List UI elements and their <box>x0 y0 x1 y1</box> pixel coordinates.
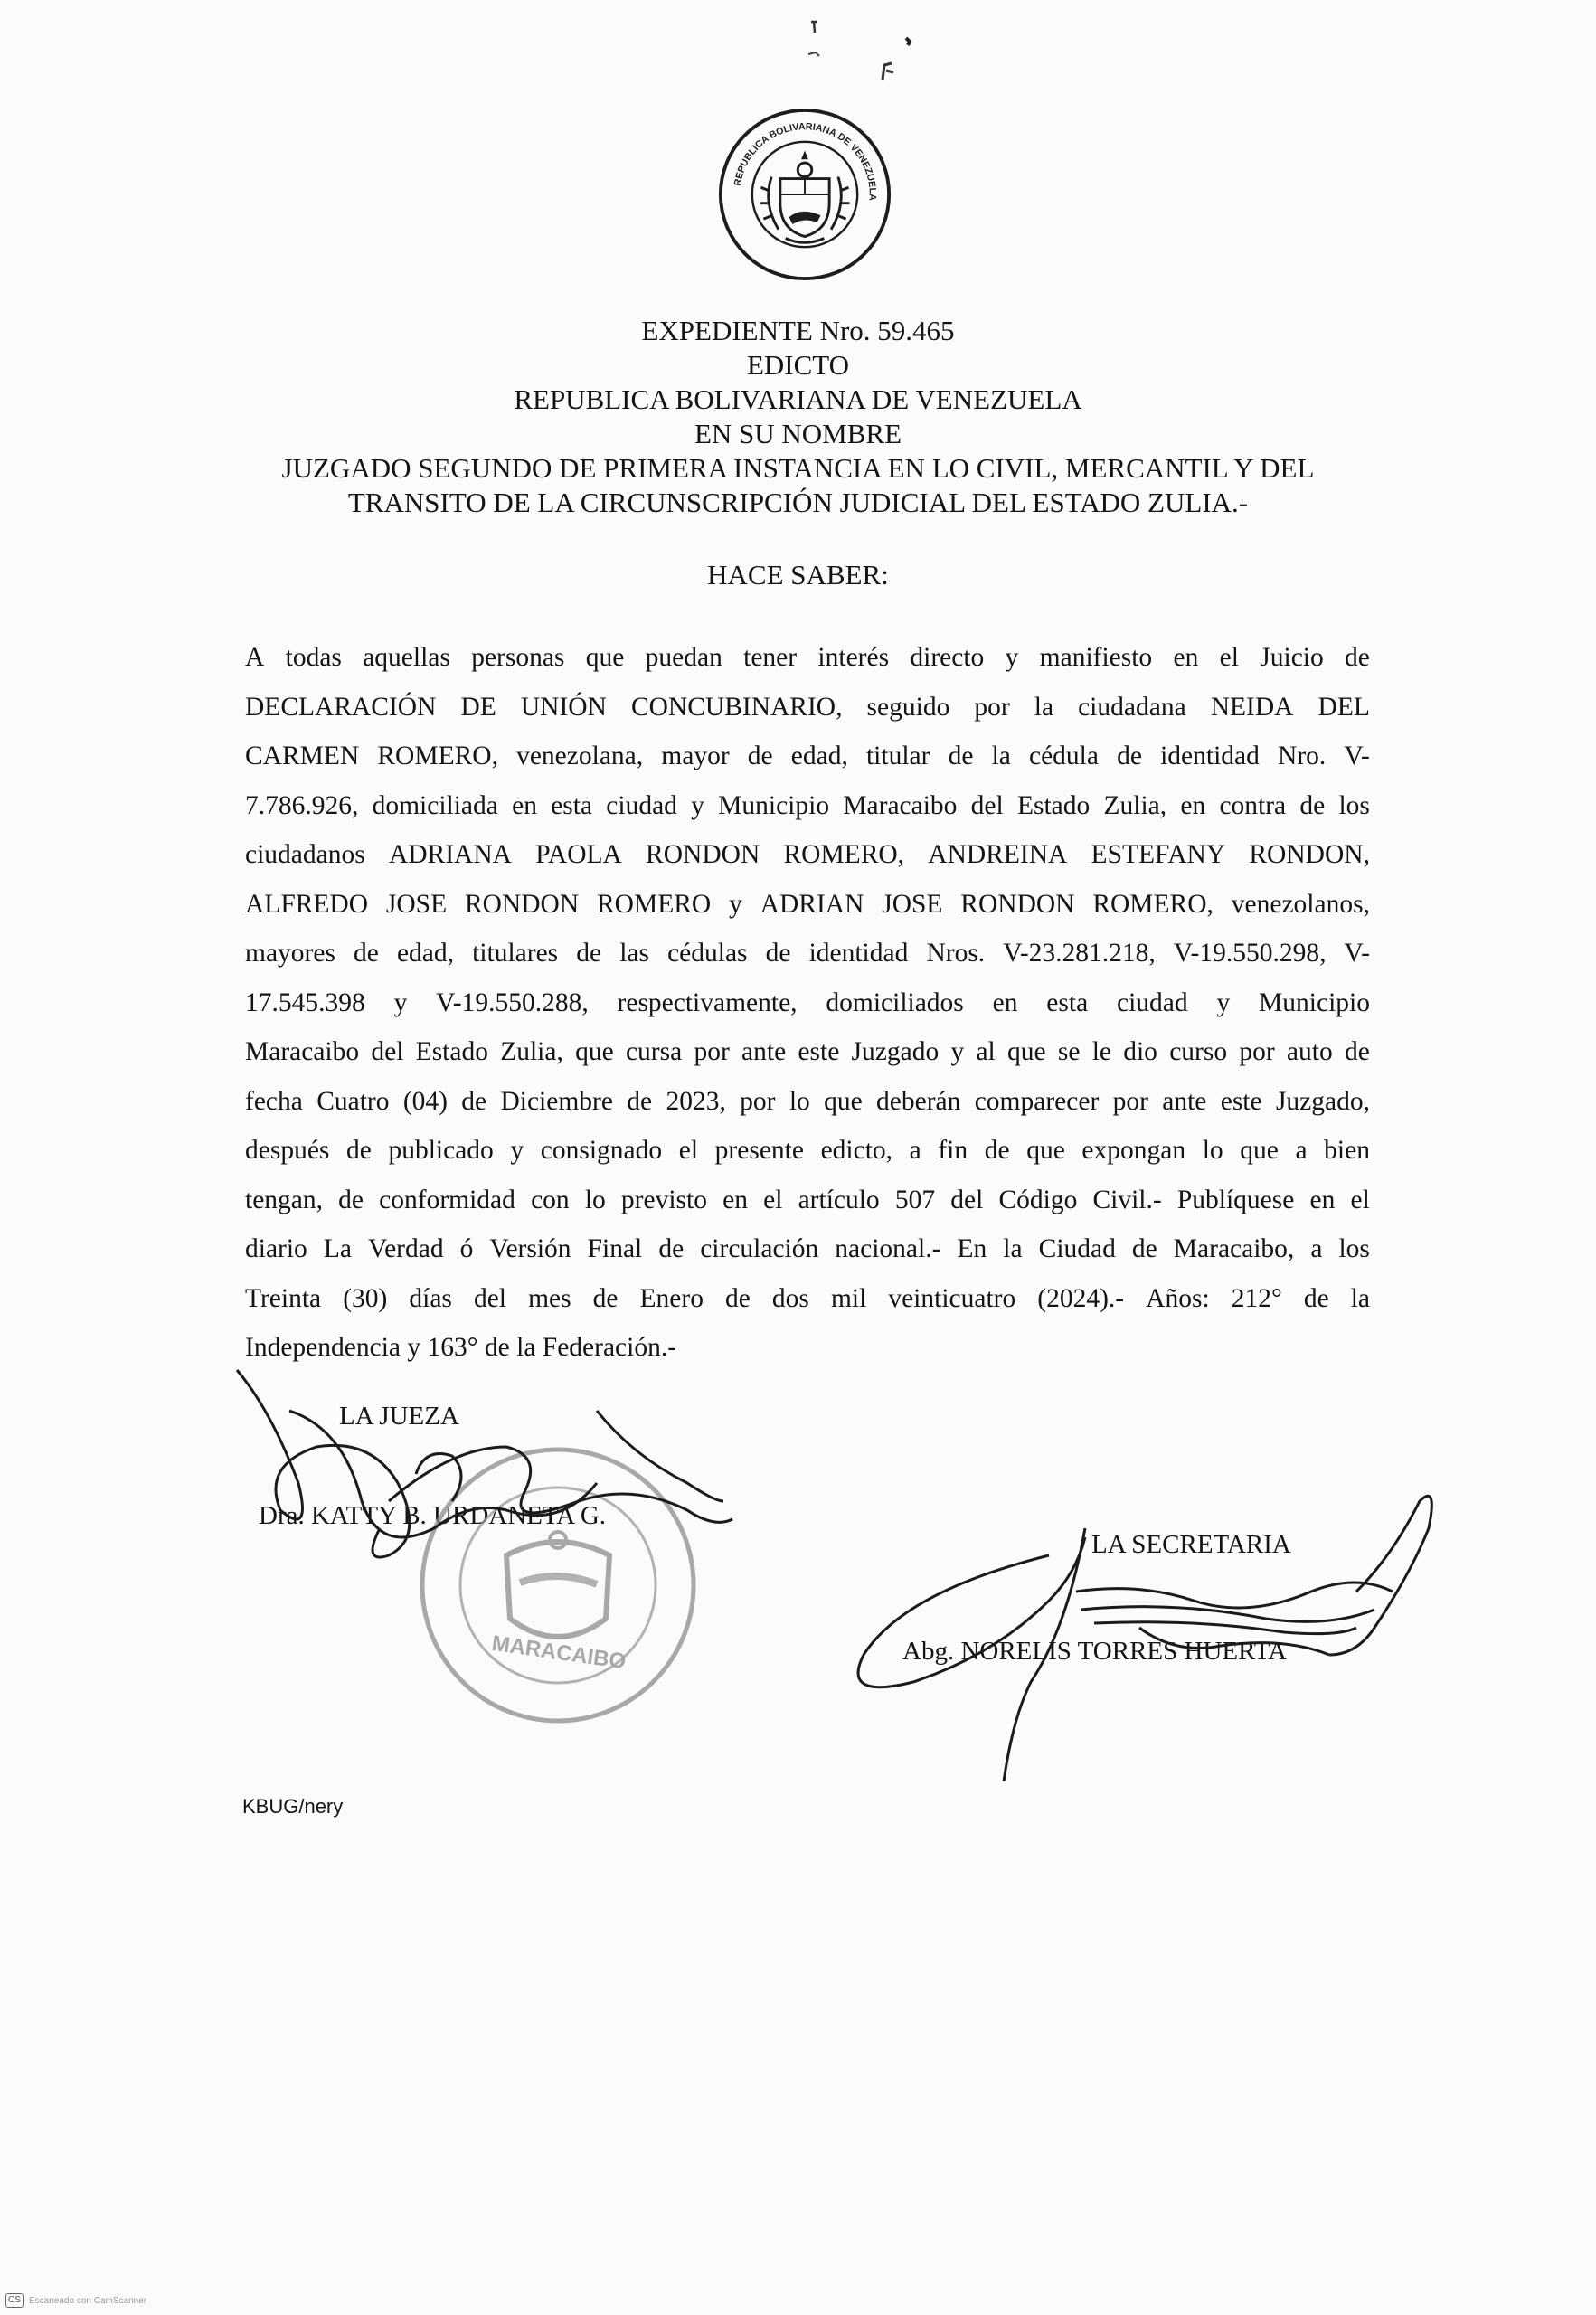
body-word: de <box>461 1086 487 1116</box>
republic-name: REPUBLICA BOLIVARIANA DE VENEZUELA <box>514 383 1082 415</box>
body-word: de <box>1117 742 1142 770</box>
body-word: el <box>1219 643 1239 672</box>
body-word: mayores <box>245 939 335 968</box>
body-word: de <box>1299 790 1326 820</box>
body-line <box>245 1176 1370 1225</box>
body-word: a <box>909 1136 921 1165</box>
body-word: ante <box>1162 1086 1207 1116</box>
body-word: lo <box>789 1086 810 1116</box>
judge-name: Dra. KATTY B. URDANETA G. <box>259 1501 607 1530</box>
body-word: CONCUBINARIO, <box>630 692 843 722</box>
body-word: en <box>512 790 537 820</box>
secretary-title: LA SECRETARIA <box>1091 1530 1291 1559</box>
body-word: Maracaibo <box>843 790 958 820</box>
body-line <box>245 830 1370 880</box>
stray-ink-marks <box>796 18 940 81</box>
body-word: contra <box>1219 790 1287 820</box>
body-word: Civil.- <box>1092 1185 1162 1214</box>
body-word: en <box>1309 1185 1336 1214</box>
body-word: que <box>824 1086 863 1116</box>
camscanner-logo-icon: CS <box>5 2293 24 2308</box>
body-word: Ciudad <box>1038 1234 1116 1263</box>
body-word: el <box>1350 1185 1370 1214</box>
body-line <box>245 978 1370 1028</box>
body-word: cédula <box>1029 742 1099 770</box>
body-word: y <box>1005 643 1019 672</box>
body-word: fin <box>938 1136 968 1165</box>
body-word: de <box>1344 1037 1370 1066</box>
body-word: todas <box>285 643 342 672</box>
body-word: ó <box>459 1234 474 1263</box>
body-word: comparecer <box>974 1086 1100 1116</box>
body-word: domiciliados <box>826 987 964 1017</box>
body-word: dio <box>1123 1037 1157 1066</box>
body-line <box>245 633 1370 683</box>
body-word: de <box>592 1283 619 1313</box>
body-word: Código <box>998 1185 1078 1214</box>
body-word: Juzgado <box>851 1037 940 1066</box>
body-word: por <box>694 1037 730 1066</box>
body-word: Verdad <box>368 1234 444 1263</box>
body-word: 7.786.926, <box>245 790 359 820</box>
body-word: las <box>619 939 649 968</box>
seal-ring-text: REPUBLICA BOLIVARIANA DE VENEZUELA <box>732 121 878 202</box>
body-word: Estado <box>1016 790 1091 820</box>
body-line <box>245 1126 1370 1176</box>
body-word: con <box>531 1185 570 1214</box>
scanner-footer-text: Escaneado con CamScanner <box>29 2295 147 2306</box>
body-word: por <box>740 1086 776 1116</box>
body-word: previsto <box>620 1185 707 1214</box>
body-word: la <box>991 742 1011 770</box>
body-word: Publíquese <box>1176 1185 1295 1214</box>
body-word: de <box>1131 1234 1157 1263</box>
body-word: del <box>473 1283 507 1313</box>
body-word: de <box>747 742 773 770</box>
body-word: interés <box>817 643 890 672</box>
body-word: le <box>1091 1037 1111 1066</box>
body-word: V-23.281.218, <box>1003 939 1156 968</box>
body-word: (30) <box>343 1283 388 1313</box>
body-word: tengan, <box>245 1185 324 1214</box>
body-word: manifiesto <box>1039 643 1153 672</box>
body-word: dos <box>771 1283 809 1313</box>
body-word: seguido <box>866 692 950 722</box>
body-word: Treinta <box>245 1283 322 1313</box>
typist-initials: KBUG/nery <box>242 1795 344 1818</box>
body-word: de <box>658 1234 685 1263</box>
body-word: JOSE <box>882 889 943 919</box>
body-word: días <box>409 1283 452 1313</box>
body-word: (04) <box>402 1086 448 1116</box>
body-word: de <box>338 1185 364 1214</box>
body-word: de <box>725 1283 751 1313</box>
body-word: Final <box>587 1234 643 1263</box>
body-word: edad, <box>790 742 848 770</box>
body-word: La <box>323 1234 352 1263</box>
body-word: se <box>1057 1037 1081 1066</box>
body-word: en <box>1180 790 1206 820</box>
body-word: este <box>798 1037 840 1066</box>
body-line <box>245 880 1370 930</box>
document-type: EDICTO <box>746 349 850 381</box>
body-word: la <box>1350 1283 1370 1313</box>
body-word: JOSE <box>385 889 448 919</box>
body-word: nacional.- <box>835 1234 941 1263</box>
body-word: Municipio <box>718 790 830 820</box>
body-word: la <box>1034 692 1054 722</box>
body-word: ROMERO, <box>377 742 498 770</box>
body-word: veinticuatro <box>888 1283 1016 1313</box>
document-header <box>181 314 1415 520</box>
body-word: curso <box>1169 1037 1228 1066</box>
body-word: ciudadanos <box>245 840 365 869</box>
coat-of-arms-seal <box>717 107 892 282</box>
body-word: (2024).- <box>1037 1283 1125 1313</box>
court-name-line-1: JUZGADO SEGUNDO DE PRIMERA INSTANCIA EN LO CIVIL, MERCANTIL Y DEL <box>281 452 1315 484</box>
body-word: ALFREDO <box>245 889 369 919</box>
body-word: que <box>585 643 625 672</box>
body-word: Versión <box>489 1234 571 1263</box>
body-word: de <box>576 939 602 968</box>
body-word: ADRIANA <box>388 840 512 869</box>
body-line <box>245 1077 1370 1127</box>
body-word: lo <box>584 1185 606 1214</box>
court-name-line-2: TRANSITO DE LA CIRCUNSCRIPCIÓN JUDICIAL DEL ESTADO ZULIA.- <box>347 487 1249 518</box>
body-word: RONDON <box>960 889 1075 919</box>
body-word: y <box>950 1037 965 1066</box>
hace-saber-heading: HACE SABER: <box>707 559 889 591</box>
body-word: los <box>1338 1234 1370 1263</box>
body-word: de <box>346 1136 372 1165</box>
body-word: ROMERO, <box>1092 889 1214 919</box>
court-stamp <box>422 1450 694 1721</box>
body-word: cédulas <box>667 939 748 968</box>
body-word: RONDON, <box>1249 840 1370 869</box>
body-word: aquellas <box>363 643 450 672</box>
body-line <box>245 1323 1370 1373</box>
body-word: al <box>976 1037 996 1066</box>
body-word: Cuatro <box>316 1086 390 1116</box>
body-word: que <box>1007 1037 1046 1066</box>
body-word: y <box>729 889 742 919</box>
body-word: DECLARACIÓN <box>245 692 437 722</box>
body-word: expongan <box>1081 1136 1186 1165</box>
body-word: 17.545.398 <box>245 987 365 1017</box>
body-word: Años: <box>1146 1283 1210 1313</box>
body-word: de <box>1303 1283 1329 1313</box>
body-word: 2023, <box>666 1086 726 1116</box>
body-word: por <box>1239 1037 1275 1066</box>
body-word: DE <box>460 692 496 722</box>
body-word: y <box>691 790 704 820</box>
body-word: bien <box>1324 1136 1370 1165</box>
body-word: de <box>1345 643 1370 672</box>
body-word: Maracaibo, <box>1173 1234 1295 1263</box>
body-word: publicado <box>388 1136 494 1165</box>
body-word: auto <box>1286 1037 1333 1066</box>
body-word: Nro. <box>1278 742 1327 770</box>
body-word: respectivamente, <box>617 987 798 1017</box>
body-word: 507 <box>894 1185 936 1214</box>
scanner-footer <box>5 2293 146 2308</box>
body-word: UNIÓN <box>520 692 607 722</box>
body-word: deberán <box>876 1086 961 1116</box>
body-line <box>245 929 1370 978</box>
body-word: Zulia, <box>500 1037 563 1066</box>
body-word: por <box>974 692 1010 722</box>
body-word: CARMEN <box>245 742 360 770</box>
body-word: artículo <box>798 1185 880 1214</box>
body-word: titular <box>865 742 930 770</box>
body-word: de <box>765 939 791 968</box>
body-word: ROMERO, <box>783 840 905 869</box>
body-word: lo <box>1202 1136 1223 1165</box>
body-word: ciudadana <box>1078 692 1186 722</box>
body-word: esta <box>551 790 593 820</box>
body-word: Independencia y 163° de la Federación.- <box>245 1333 677 1362</box>
body-word: Municipio <box>1259 987 1370 1017</box>
body-word: ROMERO <box>597 889 712 919</box>
body-word: identidad <box>808 939 909 968</box>
body-word: Diciembre <box>500 1086 613 1116</box>
body-word: consignado <box>540 1136 663 1165</box>
body-word: Zulia, <box>1103 790 1167 820</box>
body-word: directo <box>910 643 985 672</box>
body-word: NEIDA <box>1210 692 1294 722</box>
body-word: personas <box>471 643 565 672</box>
body-word: de <box>354 939 379 968</box>
body-word: a <box>1310 1234 1323 1263</box>
body-word: ANDREINA <box>928 840 1068 869</box>
judge-title: LA JUEZA <box>339 1402 459 1431</box>
body-word: V- <box>1344 742 1370 770</box>
body-word: RONDON <box>464 889 580 919</box>
body-word: conformidad <box>379 1185 515 1214</box>
body-word: y <box>1216 987 1231 1017</box>
body-word: el <box>763 1185 783 1214</box>
body-line <box>245 1027 1370 1077</box>
body-word: el <box>678 1136 699 1165</box>
body-word: venezolana, <box>516 742 644 770</box>
body-word: titulares <box>472 939 559 968</box>
edict-body <box>245 633 1370 1373</box>
body-word: y <box>393 987 408 1017</box>
body-word: mayor <box>661 742 730 770</box>
body-word: venezolanos, <box>1231 889 1370 919</box>
body-word: esta <box>1046 987 1089 1017</box>
body-word: 212° <box>1231 1283 1282 1313</box>
body-word: circulación <box>700 1234 819 1263</box>
body-word: A <box>245 643 265 672</box>
body-word: ciudad <box>606 790 677 820</box>
body-line <box>245 683 1370 732</box>
body-word: por <box>1112 1086 1148 1116</box>
body-word: que <box>1240 1136 1279 1165</box>
body-word: RONDON <box>646 840 760 869</box>
body-word: En <box>957 1234 987 1263</box>
body-word: que <box>575 1037 614 1066</box>
body-word: y <box>510 1136 524 1165</box>
body-word: V-19.550.298, <box>1173 939 1327 968</box>
body-word: edicto, <box>820 1136 893 1165</box>
body-word: del <box>371 1037 404 1066</box>
body-word: a <box>1295 1136 1308 1165</box>
en-su-nombre: EN SU NOMBRE <box>694 418 902 449</box>
body-word: Maracaibo <box>245 1037 360 1066</box>
body-word: del <box>950 1185 984 1214</box>
stamp-city-text: MARACAIBO <box>490 1630 628 1675</box>
body-word: mil <box>830 1283 867 1313</box>
body-word: ciudad <box>1117 987 1188 1017</box>
body-word: puedan <box>645 643 722 672</box>
body-word: este <box>1220 1086 1262 1116</box>
body-word: tener <box>743 643 798 672</box>
body-word: DEL <box>1317 692 1370 722</box>
body-word: cursa <box>625 1037 683 1066</box>
body-word: ante <box>741 1037 787 1066</box>
body-word: ADRIAN <box>760 889 864 919</box>
body-word: la <box>1003 1234 1023 1263</box>
body-word: mes <box>528 1283 571 1313</box>
body-word: en <box>1173 643 1199 672</box>
expediente-number: EXPEDIENTE Nro. 59.465 <box>641 315 955 346</box>
body-word: edad, <box>396 939 455 968</box>
body-word: fecha <box>245 1086 303 1116</box>
body-word: ESTEFANY <box>1091 840 1226 869</box>
body-word: Enero <box>639 1283 704 1313</box>
body-line <box>245 732 1370 781</box>
body-word: Juicio <box>1260 643 1324 672</box>
body-word: Juzgado, <box>1275 1086 1370 1116</box>
body-word: después <box>245 1136 330 1165</box>
secretary-name: Abg. NORELIS TORRES HUERTA <box>902 1637 1288 1666</box>
body-word: de <box>984 1136 1010 1165</box>
body-word: de <box>627 1086 653 1116</box>
body-word: los <box>1338 790 1370 820</box>
body-word: de <box>948 742 974 770</box>
body-word: en <box>722 1185 748 1214</box>
body-word: V-19.550.288, <box>436 987 589 1017</box>
body-word: presente <box>714 1136 804 1165</box>
body-word: Estado <box>415 1037 488 1066</box>
body-line <box>245 781 1370 831</box>
body-word: Nros. <box>926 939 986 968</box>
body-word: diario <box>245 1234 307 1263</box>
body-word: del <box>970 790 1004 820</box>
body-word: en <box>992 987 1018 1017</box>
body-word: PAOLA <box>535 840 622 869</box>
body-word: identidad <box>1160 742 1260 770</box>
body-word: domiciliada <box>372 790 498 820</box>
body-line <box>245 1274 1370 1324</box>
body-word: que <box>1026 1136 1065 1165</box>
body-word: V- <box>1344 939 1370 968</box>
body-line <box>245 1224 1370 1274</box>
